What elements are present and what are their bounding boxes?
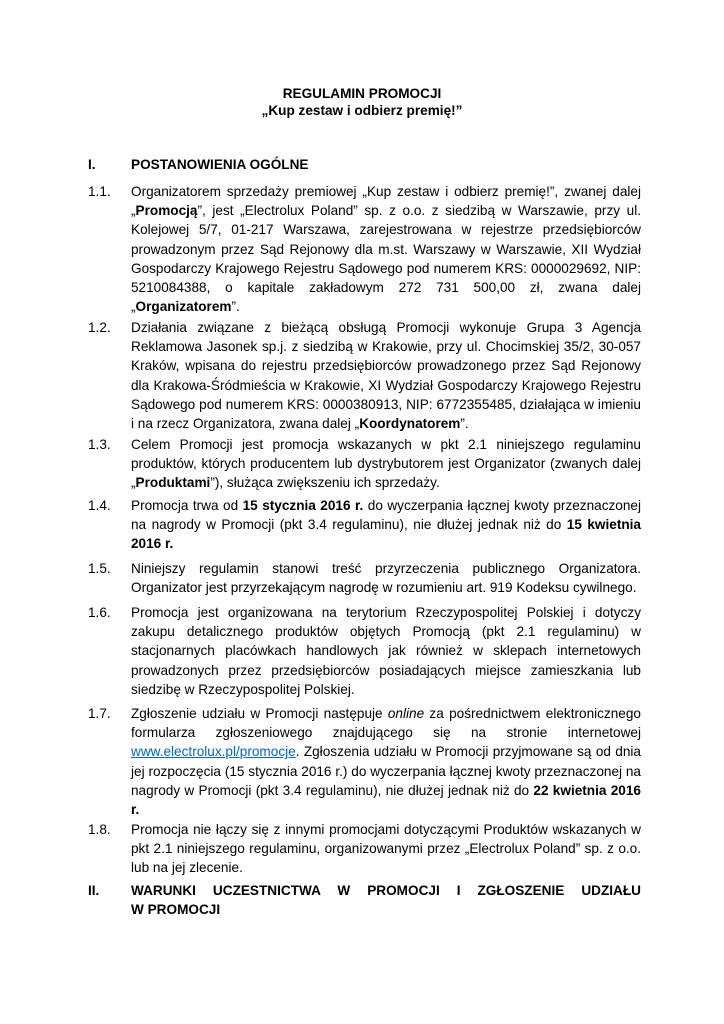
item-paragraph: Organizatorem sprzedaży premiowej „Kup zestaw i odbierz premię!”, zwanej dalej „Promocją”, jest „Electrolux Poland” sp. z o.o. z siedzibą w Warszawie, przy ul. Kolejowej 5/7, 01-217 Warszawa, zarejestrowana w rejestrze przedsiębiorców prowadzonym przez Sąd Rejonowy dla m.st. Warszawy w Warszawie, XII Wydział Gospodarczy Krajowego Rejestru Sądowego pod numerem KRS: 0000029692, NIP: 5210084388, o kapitale zakładowym 272 731 500,00 zł, zwana dalej „Organizatorem”.	[131, 184, 641, 315]
item-paragraph: Niniejszy regulamin stanowi treść przyrzeczenia publicznego Organizatora. Organizator jest przyrzekającym nagrodę w rozumieniu art. 919 Kodeksu cywilnego.	[131, 561, 641, 596]
document-title: REGULAMIN PROMOCJI	[282, 86, 442, 101]
item-paragraph: Promocja trwa od 15 stycznia 2016 r. do wyczerpania łącznej kwoty przeznaczonej na nagrody w Promocji (pkt 3.4 regulaminu), nie dłużej jednak niż do 15 kwietnia 2016 r.	[131, 498, 642, 552]
section-number: II.	[88, 883, 100, 898]
item-paragraph: Zgłoszenie udziału w Promocji następuje online za pośrednictwem elektronicznego formularza zgłoszeniowego znajdującego się na stronie internetowej www.electrolux.pl/promocje. Zgłoszenia udziału w Promocji przyjmowane są od dnia jej rozpoczęcia (15 stycznia 2016 r.) do wyczerpania łącznej kwoty przeznaczonej na nagrody w Promocji (pkt 3.4 regulaminu), nie dłużej jednak niż do 22 kwietnia 2016 r.	[131, 706, 641, 818]
item-paragraph: Promocja nie łączy się z innymi promocjami dotyczącymi Produktów wskazanych w pkt 2.1 niniejszego regulaminu, organizowanymi przez „Electrolux Poland” sp. z o.o. lub na jej zlecenie.	[131, 822, 641, 876]
section-heading-continued: W PROMOCJI	[131, 902, 221, 917]
section-heading: POSTANOWIENIA OGÓLNE	[131, 157, 309, 172]
item-paragraph: Promocja jest organizowana na terytorium Rzeczypospolitej Polskiej i dotyczy zakupu detalicznego produktów objętych Promocją (pkt 2.1 regulaminu) w stacjonarnych placówkach handlowych jak również w sklepach internetowych prowadzonych przez przedsiębiorców posiadających miejsce zamieszkania lub siedzibę w Rzeczypospolitej Polskiej.	[131, 605, 641, 697]
item-number: 1.6.	[88, 605, 111, 620]
item-number: 1.8.	[88, 822, 111, 837]
section-number: I.	[88, 157, 96, 172]
item-number: 1.1.	[88, 184, 111, 199]
item-number: 1.5.	[88, 561, 111, 576]
promotion-link[interactable]: www.electrolux.pl/promocje	[131, 744, 296, 760]
section-heading: WARUNKI UCZESTNICTWA W PROMOCJI I ZGŁOSZENIE UDZIAŁU	[131, 883, 641, 898]
item-number: 1.4.	[88, 498, 111, 513]
item-paragraph: Celem Promocji jest promocja wskazanych w pkt 2.1 niniejszego regulaminu produktów, których producentem lub dystrybutorem jest Organizator (zwanych dalej „Produktami”), służąca zwiększeniu ich sprzedaży.	[131, 437, 641, 491]
document-subtitle: „Kup zestaw i odbierz premię!”	[261, 103, 463, 118]
item-paragraph: Działania związane z bieżącą obsługą Promocji wykonuje Grupa 3 Agencja Reklamowa Jasonek sp.j. z siedzibą w Krakowie, przy ul. Chocimskiej 35/2, 30-057 Kraków, wpisana do rejestru przedsiębiorców prowadzonego przez Sąd Rejonowy dla Krakowa-Śródmieścia w Krakowie, XI Wydział Gospodarczy Krajowego Rejestru Sądowego pod numerem KRS: 0000380913, NIP: 6772355485, działająca w imieniu i na rzecz Organizatora, zwana dalej „Koordynatorem”.	[131, 320, 641, 432]
item-number: 1.2.	[88, 320, 111, 335]
item-number: 1.3.	[88, 437, 111, 452]
item-number: 1.7.	[88, 706, 111, 721]
